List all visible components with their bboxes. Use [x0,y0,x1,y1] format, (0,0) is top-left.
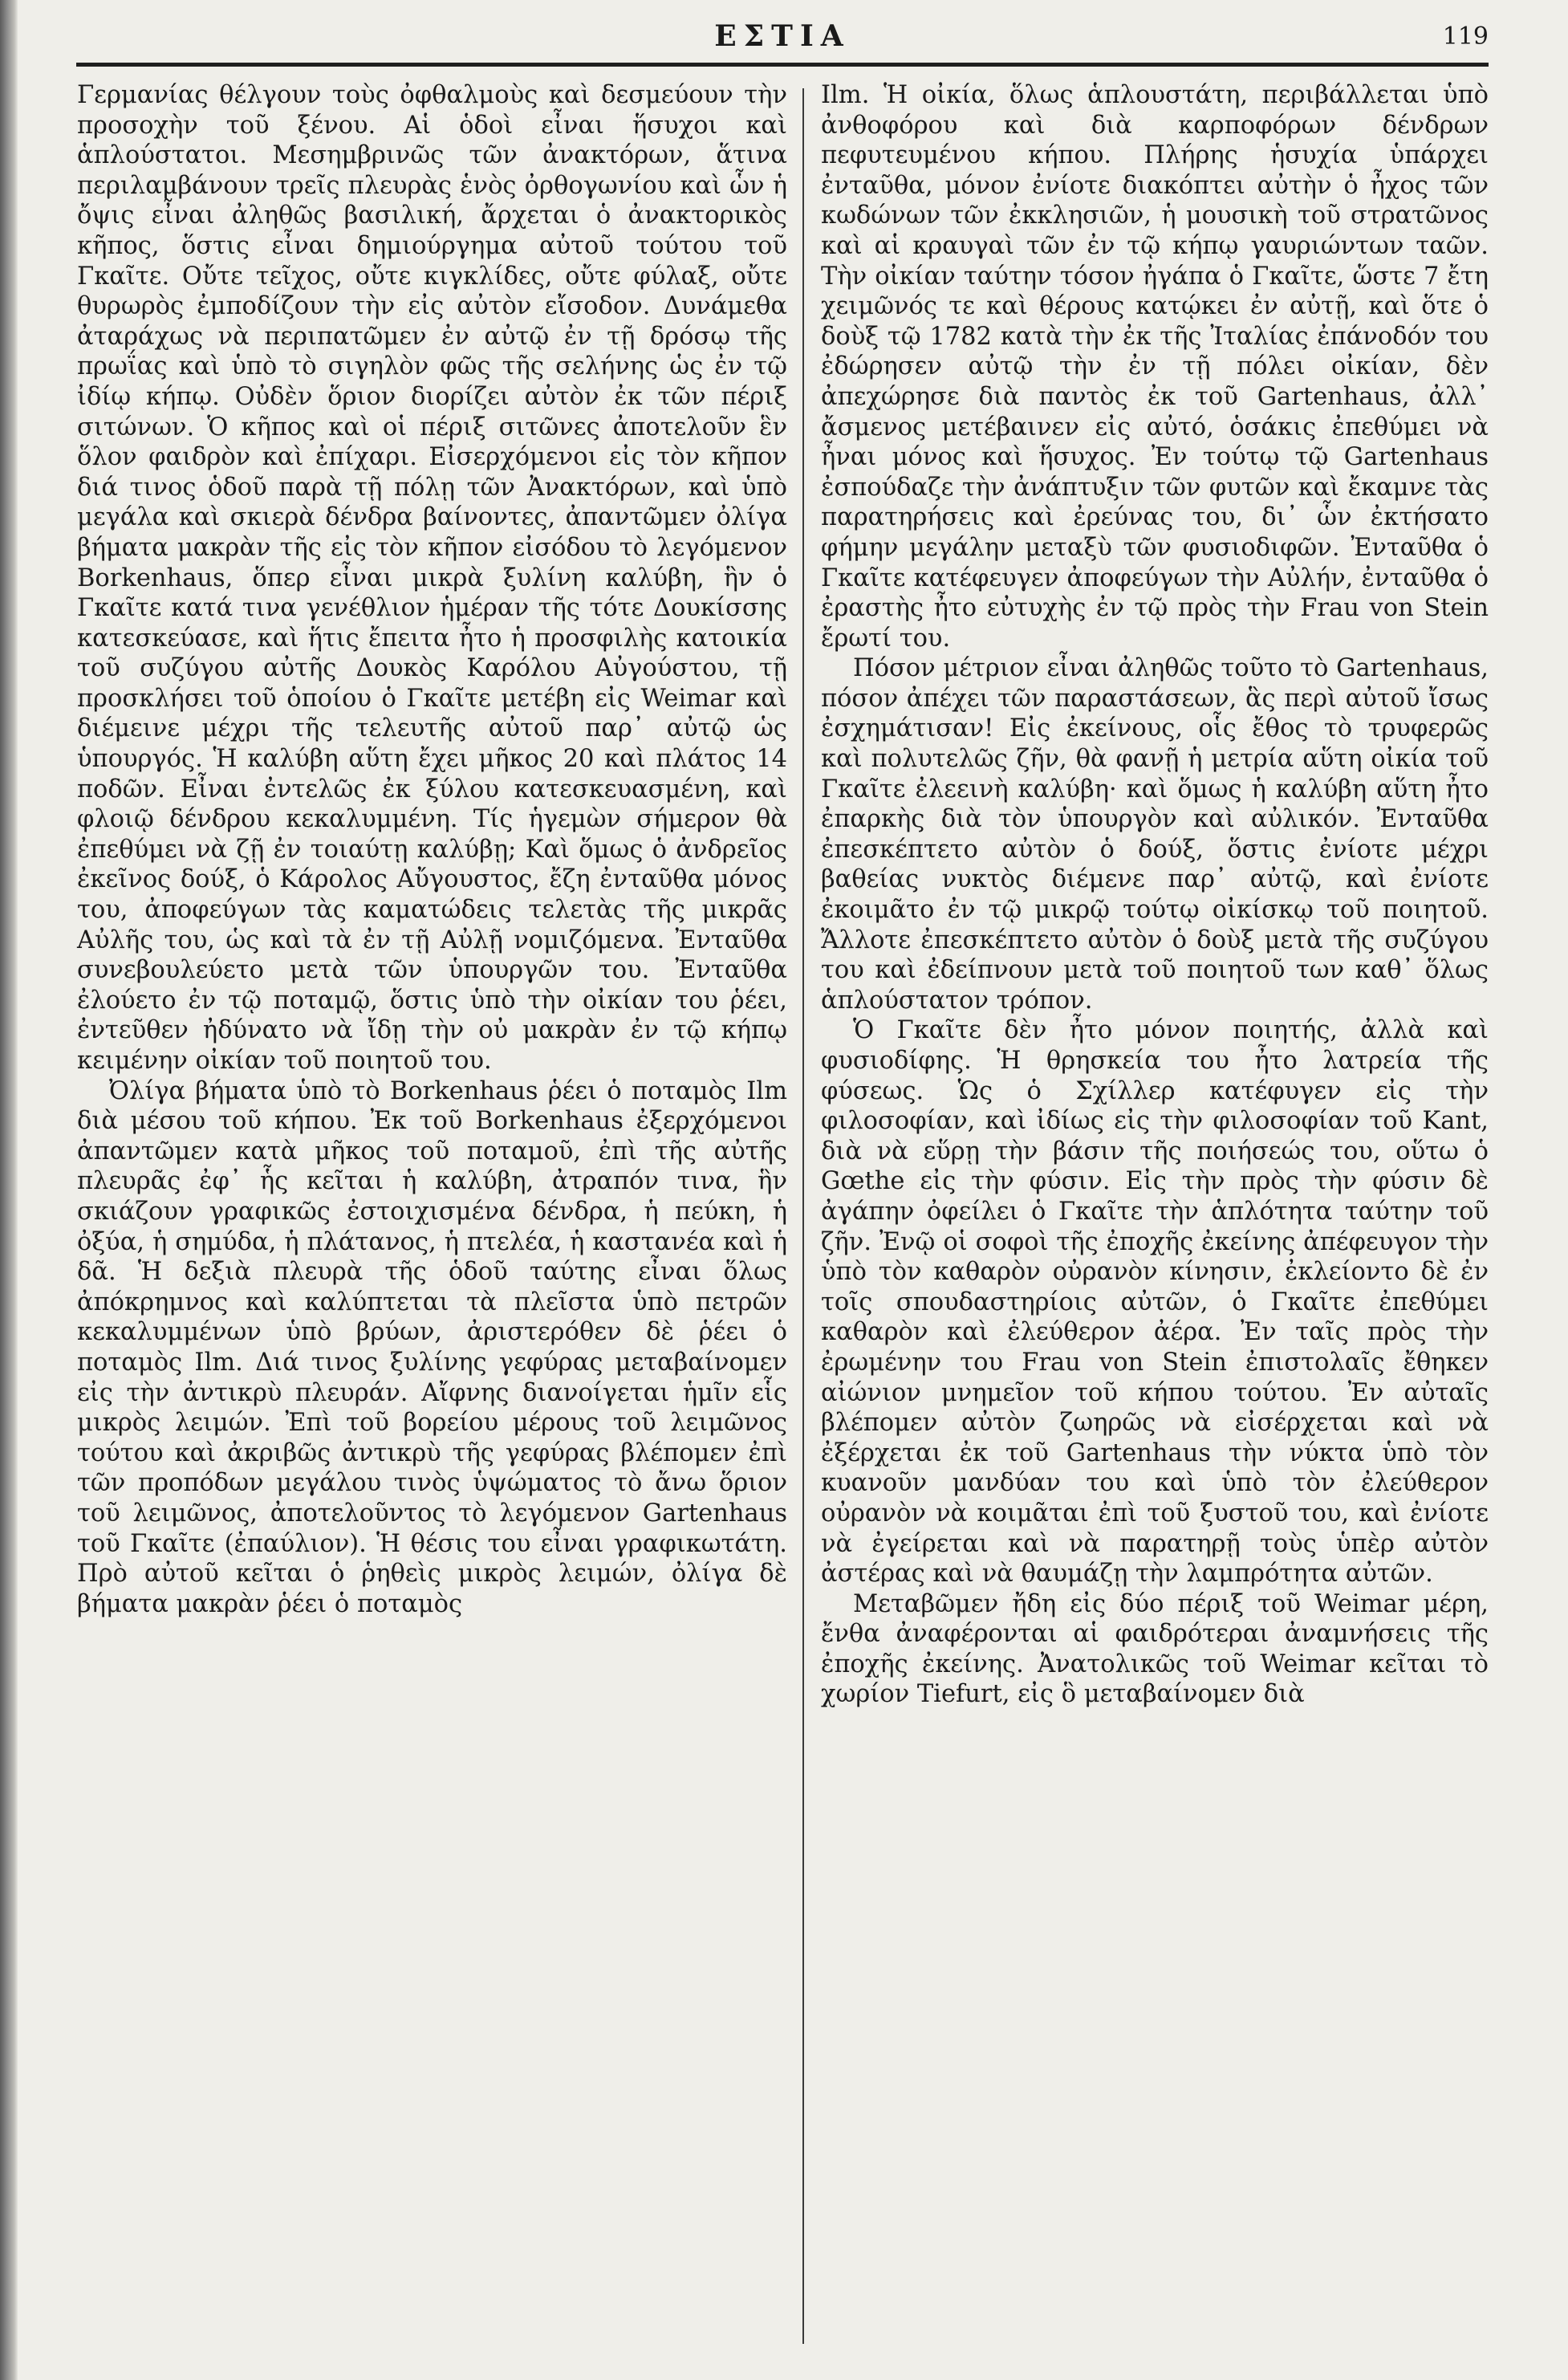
right-paragraph-4: Μεταβῶμεν ἤδη εἰς δύο πέριξ τοῦ Weimar μέρη, ἔνθα ἀναφέρονται αἱ φαιδρότεραι ἀναμνήσεις τῆς ἐποχῆς ἐκείνης. Ἀνατολικῶς τοῦ Weimar κεῖται τὸ χωρίον Tiefurt, εἰς ὃ μεταβαίνομεν διὰ [821,1589,1489,1709]
right-paragraph-2: Πόσον μέτριον εἶναι ἀληθῶς τοῦτο τὸ Gartenhaus, πόσον ἀπέχει τῶν παραστάσεων, ἃς περὶ αὐτοῦ ἴσως ἐσχημάτισαν! Εἰς ἐκείνους, οἷς ἔθος τὸ τρυφερῶς καὶ πολυτελῶς ζῆν, θὰ φανῇ ἡ μετρία αὕτη οἰκία τοῦ Γκαῖτε ἐλεεινὴ καλύβη· καὶ ὅμως ἡ καλύβη αὕτη ἦτο ἐπαρκὴς διὰ τὸν ὑπουργὸν καὶ αὐλικόν. Ἐνταῦθα ἐπεσκέπτετο αὐτὸν ὁ δούξ, ὅστις ἐνίοτε μέχρι βαθείας νυκτὸς διέμενε παρ᾽ αὐτῷ, καὶ ἐνίοτε ἐκοιμᾶτο ἐν τῷ μικρῷ τούτῳ οἰκίσκῳ τοῦ ποιητοῦ. Ἄλλοτε ἐπεσκέπτετο αὐτὸν ὁ δοὺξ μετὰ τῆς συζύγου του καὶ ἐδείπνουν μετὰ τοῦ ποιητοῦ των καθ᾽ ὅλως ἁπλούστατον τρόπον. [821,654,1489,1015]
header-rule [76,63,1489,67]
page-number: 119 [1442,22,1489,51]
running-title: ΕΣΤΙΑ [714,19,851,53]
column-divider [802,88,804,2344]
left-paragraph-1: Γερμανίας θέλγουν τοὺς ὀφθαλμοὺς καὶ δεσμεύουν τὴν προσοχὴν τοῦ ξένου. Αἱ ὁδοὶ εἶναι ἥσυχοι καὶ ἁπλούστατοι. Μεσημβρινῶς τῶν ἀνακτόρων, ἅτινα περιλαμβάνουν τρεῖς πλευρὰς ἑνὸς ὀρθογωνίου καὶ ὧν ἡ ὄψις εἶναι ἀληθῶς βασιλική, ἄρχεται ὁ ἀνακτορικὸς κῆπος, ὅστις εἶναι δημιούργημα αὐτοῦ τούτου τοῦ Γκαῖτε. Οὔτε τεῖχος, οὔτε κιγκλίδες, οὔτε φύλαξ, οὔτε θυρωρὸς ἐμποδίζουν τὴν εἰς αὐτὸν εἴσοδον. Δυνάμεθα ἀταράχως νὰ περιπατῶμεν ἐν αὐτῷ ἐν τῇ δρόσῳ τῆς πρωΐας καὶ ὑπὸ τὸ σιγηλὸν φῶς τῆς σελήνης ὡς ἐν τῷ ἰδίῳ κήπῳ. Οὐδὲν ὅριον διορίζει αὐτὸν ἐκ τῶν πέριξ σιτώνων. Ὁ κῆπος καὶ οἱ πέριξ σιτῶνες ἀποτελοῦν ἓν ὅλον φαιδρὸν καὶ ἐπίχαρι. Εἰσερχόμενοι εἰς τὸν κῆπον διά τινος ὁδοῦ παρὰ τῇ πόλῃ τῶν Ἀνακτόρων, καὶ ὑπὸ μεγάλα καὶ σκιερὰ δένδρα βαίνοντες, ἀπαντῶμεν ὀλίγα βήματα μακρὰν τῆς εἰς τὸν κῆπον εἰσόδου τὸ λεγόμενον Borkenhaus, ὅπερ εἶναι μικρὰ ξυλίνη καλύβη, ἣν ὁ Γκαῖτε κατά τινα γενέθλιον ἡμέραν τῆς τότε Δουκίσσης κατεσκεύασε, καὶ ἥτις ἔπειτα ἦτο ἡ προσφιλὴς κατοικία τοῦ συζύγου αὐτῆς Δουκὸς Καρόλου Αὐγούστου, τῇ προσκλήσει τοῦ ὁποίου ὁ Γκαῖτε μετέβη εἰς Weimar καὶ διέμεινε μέχρι τῆς τελευτῆς αὐτοῦ παρ᾽ αὐτῷ ὡς ὑπουργός. Ἡ καλύβη αὕτη ἔχει μῆκος 20 καὶ πλάτος 14 ποδῶν. Εἶναι ἐντελῶς ἐκ ξύλου κατεσκευασμένη, καὶ φλοιῷ δένδρου κεκαλυμμένη. Τίς ἡγεμὼν σήμερον θὰ ἐπεθύμει νὰ ζῇ ἐν τοιαύτῃ καλύβῃ; Καὶ ὅμως ὁ ἀνδρεῖος ἐκεῖνος δούξ, ὁ Κάρολος Αὔγουστος, ἔζη ἐνταῦθα μόνος του, ἀποφεύγων τὰς καματώδεις τελετὰς τῆς μικρᾶς Αὐλῆς του, ὡς καὶ τὰ ἐν τῇ Αὐλῇ νομιζόμενα. Ἐνταῦθα συνεβουλεύετο μετὰ τῶν ὑπουργῶν του. Ἐνταῦθα ἐλούετο ἐν τῷ ποταμῷ, ὅστις ὑπὸ τὴν οἰκίαν του ῥέει, ἐντεῦθεν ἠδύνατο νὰ ἴδῃ τὴν οὐ μακρὰν ἐν τῷ κήπῳ κειμένην οἰκίαν τοῦ ποιητοῦ του. [77,81,787,1075]
right-column [821,80,1489,1710]
page-header [76,14,1489,58]
left-column [77,80,787,1619]
right-paragraph-3: Ὁ Γκαῖτε δὲν ἦτο μόνον ποιητής, ἀλλὰ καὶ φυσιοδίφης. Ἡ θρησκεία του ἦτο λατρεία τῆς φύσεως. Ὡς ὁ Σχίλλερ κατέφυγεν εἰς τὴν φιλοσοφίαν, καὶ ἰδίως εἰς τὴν φιλοσοφίαν τοῦ Kant, διὰ νὰ εὕρῃ τὴν βάσιν τῆς ποιήσεώς του, οὕτω ὁ Gœthe εἰς τὴν φύσιν. Εἰς τὴν πρὸς τὴν φύσιν δὲ ἀγάπην ὀφείλει ὁ Γκαῖτε τὴν ἁπλότητα ταύτην τοῦ ζῆν. Ἐνῷ οἱ σοφοὶ τῆς ἐποχῆς ἐκείνης ἀπέφευγον τὴν ὑπὸ τὸν καθαρὸν οὐρανὸν κίνησιν, ἐκλείοντο δὲ ἐν τοῖς σπουδαστηρίοις αὐτῶν, ὁ Γκαῖτε ἐπεθύμει καθαρὸν καὶ ἐλεύθερον ἀέρα. Ἐν ταῖς πρὸς τὴν ἐρωμένην του Frau von Stein ἐπιστολαῖς ἔθηκεν αἰώνιον μνημεῖον τοῦ κήπου τούτου. Ἐν αὐταῖς βλέπομεν αὐτὸν ζωηρῶς νὰ εἰσέρχεται καὶ νὰ ἐξέρχεται ἐκ τοῦ Gartenhaus τὴν νύκτα ὑπὸ τὸν κυανοῦν μανδύαν του καὶ ὑπὸ τὸν ἐλεύθερον οὐρανὸν νὰ κοιμᾶται ἐπὶ τοῦ ξυστοῦ του, καὶ ἐνίοτε νὰ ἐγείρεται καὶ νὰ παρατηρῇ τοὺς ὑπὲρ αὐτὸν ἀστέρας καὶ νὰ θαυμάζῃ τὴν λαμπρότητα αὐτῶν. [821,1016,1489,1589]
right-paragraph-1: Ilm. Ἡ οἰκία, ὅλως ἁπλουστάτη, περιβάλλεται ὑπὸ ἀνθοφόρου καὶ διὰ καρποφόρων δένδρων πεφυτευμένου κήπου. Πλήρης ἡσυχία ὑπάρχει ἐνταῦθα, μόνον ἐνίοτε διακόπτει αὐτὴν ὁ ἦχος τῶν κωδώνων τῶν ἐκκλησιῶν, ἡ μουσικὴ τοῦ στρατῶνος καὶ αἱ κραυγαὶ τῶν ἐν τῷ κήπῳ γαυριώντων ταῶν. Τὴν οἰκίαν ταύτην τόσον ἠγάπα ὁ Γκαῖτε, ὥστε 7 ἔτη χειμῶνός τε καὶ θέρους κατῴκει ἐν αὐτῇ, καὶ ὅτε ὁ δοὺξ τῷ 1782 κατὰ τὴν ἐκ τῆς Ἰταλίας ἐπάνοδόν του ἐδώρησεν αὐτῷ τὴν ἐν τῇ πόλει οἰκίαν, δὲν ἀπεχώρησε διὰ παντὸς ἐκ τοῦ Gartenhaus, ἀλλ᾽ ἄσμενος μετέβαινεν εἰς αὐτό, ὁσάκις ἐπεθύμει νὰ ἦναι μόνος καὶ ἥσυχος. Ἐν τούτῳ τῷ Gartenhaus ἐσπούδαζε τὴν ἀνάπτυξιν τῶν φυτῶν καὶ ἔκαμνε τὰς παρατηρήσεις καὶ ἐρεύνας του, δι᾽ ὧν ἐκτήσατο φήμην μεγάλην μεταξὺ τῶν φυσιοδιφῶν. Ἐνταῦθα ὁ Γκαῖτε κατέφευγεν ἀποφεύγων τὴν Αὐλήν, ἐνταῦθα ὁ ἐραστὴς ἦτο εὐτυχὴς ἐν τῷ πρὸς τὴν Frau von Stein ἔρωτί του. [821,81,1489,653]
page-binding-edge [0,0,18,2380]
left-paragraph-2: Ὀλίγα βήματα ὑπὸ τὸ Borkenhaus ῥέει ὁ ποταμὸς Ilm διὰ μέσου τοῦ κήπου. Ἐκ τοῦ Borkenhaus ἐξερχόμενοι ἀπαντῶμεν κατὰ μῆκος τοῦ ποταμοῦ, ἐπὶ τῆς αὐτῆς πλευρᾶς ἐφ᾽ ἧς κεῖται ἡ καλύβη, ἀτραπόν τινα, ἣν σκιάζουν γραφικῶς ἐστοιχισμένα δένδρα, ἡ πεύκη, ἡ ὀξύα, ἡ σημύδα, ἡ πλάτανος, ἡ πτελέα, ἡ καστανέα καὶ ἡ δᾶ. Ἡ δεξιὰ πλευρὰ τῆς ὁδοῦ ταύτης εἶναι ὅλως ἀπόκρημνος καὶ καλύπτεται τὰ πλεῖστα ὑπὸ πετρῶν κεκαλυμμένων ὑπὸ βρύων, ἀριστερόθεν δὲ ῥέει ὁ ποταμὸς Ilm. Διά τινος ξυλίνης γεφύρας μεταβαίνομεν εἰς τὴν ἀντικρὺ πλευράν. Αἴφνης διανοίγεται ἡμῖν εἷς μικρὸς λειμών. Ἐπὶ τοῦ βορείου μέρους τοῦ λειμῶνος τούτου καὶ ἀκριβῶς ἀντικρὺ τῆς γεφύρας βλέπομεν ἐπὶ τῶν προπόδων μεγάλου τινὸς ὑψώματος τὸ ἄνω ὅριον τοῦ λειμῶνος, ἀποτελοῦντος τὸ λεγόμενον Gartenhaus τοῦ Γκαῖτε (ἐπαύλιον). Ἡ θέσις του εἶναι γραφικωτάτη. Πρὸ αὐτοῦ κεῖται ὁ ῥηθεὶς μικρὸς λειμών, ὀλίγα δὲ βήματα μακρὰν ῥέει ὁ ποταμὸς [77,1076,787,1618]
